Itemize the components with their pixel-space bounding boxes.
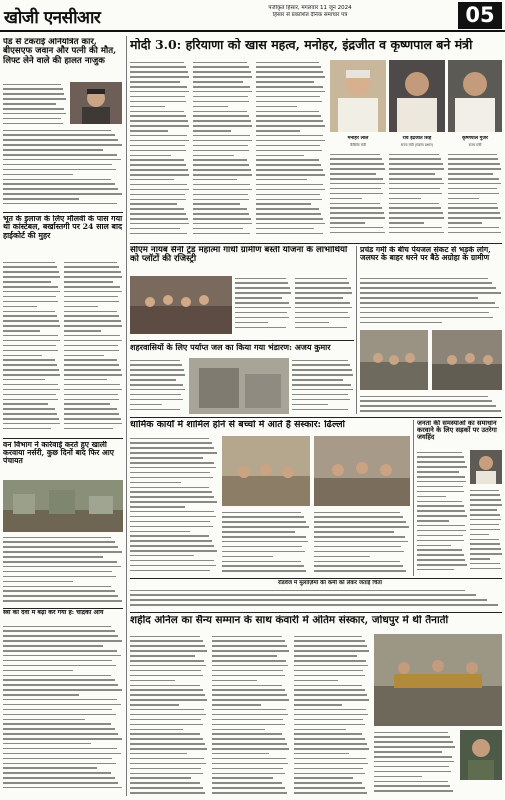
body-roadways (130, 588, 502, 610)
body-water-storage-2 (292, 358, 354, 414)
headline-roadways: रोडवेज में मुलाज़िमों की कमी को लेकर जताई चिंता (277, 580, 383, 586)
headline-jayhind: जनता की समस्याओं का समाधान करवाने के लिए सड़कों पर उतरेगा जयहिंद (417, 420, 497, 442)
body-water-storage-1 (130, 358, 186, 414)
photo-nursery-site (3, 480, 123, 532)
column-rule-water (356, 246, 357, 414)
photo-religious-event-image (222, 436, 310, 506)
photo-protest-1-image (360, 330, 428, 390)
photo-religious-event (222, 436, 310, 506)
photo-shaheed-portrait (460, 730, 502, 780)
body-shaheed-3 (294, 634, 370, 796)
body-forest-nursery (3, 535, 123, 605)
masthead (0, 0, 505, 32)
photo-religious-group (314, 436, 410, 506)
headline-chandrika-arya: स्त्री को देवी मे बढ़ा कर गया है: चंद्रिका आर्य (3, 610, 104, 616)
photo-protest-2-image (432, 330, 502, 390)
photo-krishanpal (448, 60, 502, 132)
divider-center-2 (130, 340, 354, 341)
headline-constable-dismissal: भूत के इलाज के लिए मौलवी के पास गया था कांस्टेबल, बर्खास्तगी पर 24 साल बाद हाईकोर्ट की मुहर (3, 215, 123, 240)
divider-center-5 (130, 612, 502, 613)
photo-shaheed-funeral-image (374, 634, 502, 726)
headline-forest-nursery: वन विभाग ने कार्रवाई करते हुए खाली करवाया नर्सरी, कुछ दिनों बाद फिर आए पंचायत (3, 441, 114, 466)
masthead-meta (205, 5, 415, 19)
photo-water-tank (189, 358, 289, 414)
body-chandrika-arya (3, 624, 123, 794)
publication-info: हिसार से प्रकाशित दैनिक समाचार पत्र (272, 12, 348, 18)
body-water-1 (360, 276, 502, 326)
photo-krishanpal-image (448, 60, 502, 132)
minister-2-name: राव इंद्रजीत सिंह (402, 136, 432, 141)
body-jayhind-1 (417, 450, 467, 576)
divider-left-2 (3, 438, 123, 439)
headline-shaheed-anil: शहीद अनिल का सैन्य सम्मान के साथ कंवारी में अंतिम संस्कार, जोधपुर में थी तैनाती (130, 615, 449, 626)
photo-accident-victim (70, 82, 122, 124)
divider-left-1 (3, 212, 123, 213)
minister-1-role: कैबिनेट मंत्री (350, 143, 366, 147)
body-car-accident-1 (3, 82, 67, 127)
body-saini-1 (235, 276, 292, 334)
divider-left-3 (3, 608, 123, 609)
body-minister-3 (448, 152, 502, 240)
photo-nursery-site-image (3, 480, 123, 532)
headline-drinking-water: प्रचंड गर्मी के बीच पेयजल संकट से भड़के लोग, जलघर के बाहर धरने पर बैठे अग्रोहा के ग्रामीण (360, 246, 491, 263)
photo-saini-event-image (130, 276, 232, 334)
body-minister-2 (389, 152, 445, 240)
body-car-accident-2 (3, 128, 123, 210)
minister-1-name: मनोहर लाल (347, 136, 369, 141)
body-shaheed-1 (130, 634, 208, 796)
photo-shaheed-portrait-image (460, 730, 502, 780)
photo-jayhind-image (470, 450, 502, 484)
divider-center-3 (130, 417, 502, 418)
headline-modi-cabinet: मोदी 3.0: हरियाणा को खास महत्व, मनोहर, इंद्रजीत व कृष्णपाल बने मंत्री (130, 38, 473, 52)
photo-shaheed-funeral (374, 634, 502, 726)
headline-saini-plots: सीएम नायब सैनी ट्रेंड महात्मा गांधी ग्रामीण बस्ती योजना के लाभार्थियों को प्लॉटों की रजिस्ट्री (130, 246, 348, 265)
page-number: 05 (458, 2, 502, 29)
publication-date: पंजीकृत हिसार, मंगलवार 11 जून 2024 (268, 5, 352, 11)
newspaper-name: खोजी एनसीआर (4, 8, 101, 28)
headline-religious-values: धार्मिक कार्यों में शामिल होने से बच्चों में आते हैं संस्कार: ढिल्लो (130, 420, 345, 430)
minister-2-role: राज्य मंत्री (स्वतंत्र प्रभार) (400, 143, 434, 147)
photo-rao-inderjit (389, 60, 445, 132)
body-water-2 (360, 394, 502, 414)
photo-protest-1 (360, 330, 428, 390)
photo-manohar-lal-image (330, 60, 386, 132)
body-constable-2 (64, 260, 123, 435)
body-modi-cabinet-1 (130, 60, 190, 240)
photo-saini-event (130, 276, 232, 334)
body-religious-3 (314, 510, 410, 576)
minister-3-role: राज्य मंत्री (468, 143, 482, 147)
body-minister-1 (330, 152, 386, 240)
body-jayhind-2 (470, 488, 502, 576)
body-shaheed-2 (212, 634, 290, 796)
divider-center-4 (130, 578, 502, 579)
headline-car-accident: पेंड से टकराई अनियंत्रित कार, बीएसएफ जवान और पत्नी की मौत, लिफ्ट लेने वाले की हालत नाजुक (3, 38, 117, 66)
body-shaheed-4 (374, 730, 456, 796)
divider-center-1 (130, 243, 502, 244)
photo-rao-inderjit-image (389, 60, 445, 132)
photo-water-tank-image (189, 358, 289, 414)
photo-protest-2 (432, 330, 502, 390)
column-rule-janta (413, 420, 414, 576)
headline-water-storage: शहरवासियों के लिए पर्याप्त जल का किया गया भंडारण: अजय कुमार (130, 343, 331, 352)
body-modi-cabinet-2 (193, 60, 253, 240)
photo-jayhind (470, 450, 502, 484)
body-modi-cabinet-3 (256, 60, 326, 240)
body-saini-2 (295, 276, 353, 334)
column-rule-main (126, 36, 127, 796)
body-religious-1 (130, 436, 218, 576)
body-religious-2 (222, 510, 310, 576)
minister-3-name: कृष्णपाल गुर्जर (462, 136, 488, 141)
photo-accident-victim-image (70, 82, 122, 124)
photo-religious-group-image (314, 436, 410, 506)
photo-manohar-lal (330, 60, 386, 132)
body-constable-1 (3, 260, 61, 435)
